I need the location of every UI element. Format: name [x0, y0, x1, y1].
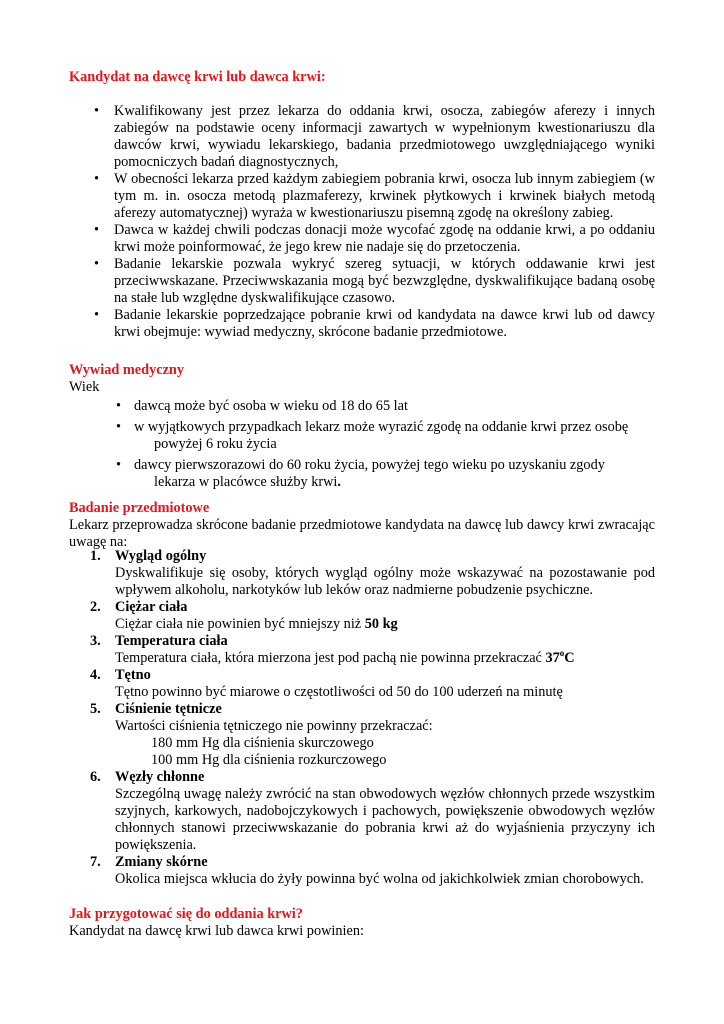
list-item — [87, 769, 655, 854]
list-item — [116, 419, 655, 453]
list-item: • Dawca w każdej chwili podczas donacji może wycofać zgodę na oddanie krwi, a po oddaniu krwi może poinformować, że jego krew nie nadaje się do przetoczenia. — [93, 222, 655, 256]
item-body: Okolica miejsca wkłucia do żyły powinna być wolna od jakichkolwiek zmian chorobowych. — [115, 871, 644, 887]
list-item-text-tail: lekarza w placówce służby krwi — [154, 474, 338, 490]
list-item-text: • dawcą może być osoba w wieku od 18 do 65 lat — [134, 398, 408, 414]
list-item: • Badanie lekarskie pozwala wykryć szereg sytuacji, w których oddawanie krwi jest przeciwwskazane. Przeciwwskazania mogą być bezwzględne, dyskwalifikujące badaną osobę na stałe lub względne dyskwalifikujące czasowo. — [93, 256, 655, 307]
item-body-text: Temperatura ciała, która mierzona jest pod pachą nie powinna przekraczać — [115, 650, 546, 666]
list-item — [87, 633, 655, 667]
list-item — [87, 854, 655, 888]
temperature-unit: C — [564, 650, 575, 666]
item-body: Szczególną uwagę należy zwrócić na stan obwodowych węzłów chłonnych przede wszystkim szyjnych, karkowych, nadobojczykowych i pachowych, powiększenie obwodowych węzłów chłonnych stanowi przeciwwskazanie do pobrania krwi aż do wyjaśnienia przyczyny ich powiększenia. — [115, 786, 655, 853]
item-number: 7. — [90, 854, 101, 870]
item-title: Tętno — [115, 667, 151, 683]
list-item-text-continued: powyżej 6 roku życia — [154, 436, 277, 452]
list-item — [116, 457, 655, 491]
item-number: 4. — [90, 667, 101, 683]
item-body: Wartości ciśnienia tętniczego nie powinny przekraczać: — [115, 718, 433, 734]
item-title: Zmiany skórne — [115, 854, 208, 870]
item-title: Ciśnienie tętnicze — [115, 701, 222, 717]
systolic-limit: 180 mm Hg dla ciśnienia skurczowego — [151, 735, 374, 751]
section-heading-candidate: Kandydat na dawcę krwi lub dawca krwi: — [69, 69, 326, 85]
item-title: Wygląd ogólny — [115, 548, 207, 564]
item-number: 5. — [90, 701, 101, 717]
preparation-intro: Kandydat na dawcę krwi lub dawca krwi powinien: — [69, 923, 364, 939]
item-number: 2. — [90, 599, 101, 615]
section-heading-physical-exam: Badanie przedmiotowe — [69, 500, 210, 516]
list-item — [116, 398, 655, 415]
list-item — [87, 701, 655, 769]
list-item-text: • w wyjątkowych przypadkach lekarz może wyrazić zgodę na oddanie krwi przez osobę — [134, 419, 629, 435]
item-body — [115, 616, 655, 633]
list-item: • Badanie lekarskie poprzedzające pobranie krwi od kandydata na dawce krwi lub od dawcy krwi obejmuje: wywiad medyczny, skrócone badanie przedmiotowe. — [93, 307, 655, 341]
list-item-text: • dawcy pierwszorazowi do 60 roku życia, powyżej tego wieku po uzyskaniu zgody — [134, 457, 605, 473]
item-body — [115, 650, 655, 667]
list-item: • Kwalifikowany jest przez lekarza do oddania krwi, osocza, zabiegów aferezy i innych zabiegów na podstawie oceny informacji zawartych w wypełnionym kwestionariuszu dla dawców krwi, wywiadu lekarskiego, badania przedmiotowego uwzględniającego wyniki pomocniczych badań diagnostycznych, — [93, 103, 655, 171]
item-number: 6. — [90, 769, 101, 785]
item-title: Ciężar ciała — [115, 599, 188, 615]
temperature-value: 37 — [545, 650, 560, 666]
list-item-period: . — [337, 474, 341, 490]
list-item-text-continued — [134, 474, 655, 491]
list-item — [87, 667, 655, 701]
list-item — [87, 548, 655, 599]
item-title: Węzły chłonne — [115, 769, 205, 785]
item-number: 3. — [90, 633, 101, 649]
item-title: Temperatura ciała — [115, 633, 228, 649]
degree-sign: o — [559, 648, 565, 659]
section-heading-medical-interview: Wywiad medyczny — [69, 362, 185, 378]
list-item: • W obecności lekarza przed każdym zabiegiem pobrania krwi, osocza lub innym zabiegiem (w tym m. in. osocza metodą plazmaferezy, krwinek płytkowych i krwinek białych metodą aferezy automatycznej) wyraża w kwestionariuszu pisemną zgodę na określony zabieg. — [93, 171, 655, 222]
section-heading-preparation: Jak przygotować się do oddania krwi? — [69, 906, 303, 922]
physical-exam-list — [87, 548, 655, 888]
age-bullet-list — [116, 398, 655, 495]
item-body: Tętno powinno być miarowe o częstotliwości od 50 do 100 uderzeń na minutę — [115, 684, 563, 700]
item-body-text: Ciężar ciała nie powinien być mniejszy niż — [115, 616, 365, 632]
item-body: Dyskwalifikuje się osoby, których wygląd ogólny może wskazywać na pozostawanie pod wpływem alkoholu, narkotyków lub leków oraz nadmierne pobudzenie psychiczne. — [115, 565, 655, 598]
candidate-bullet-list — [93, 103, 655, 341]
item-number: 1. — [90, 548, 101, 564]
list-item — [87, 599, 655, 633]
weight-value: 50 kg — [364, 616, 398, 632]
physical-exam-intro: Lekarz przeprowadza skrócone badanie przedmiotowe kandydata na dawcę lub dawcy krwi zwracając uwagę na: — [69, 517, 655, 550]
diastolic-limit: 100 mm Hg dla ciśnienia rozkurczowego — [151, 752, 387, 768]
age-subheading: Wiek — [69, 379, 100, 395]
